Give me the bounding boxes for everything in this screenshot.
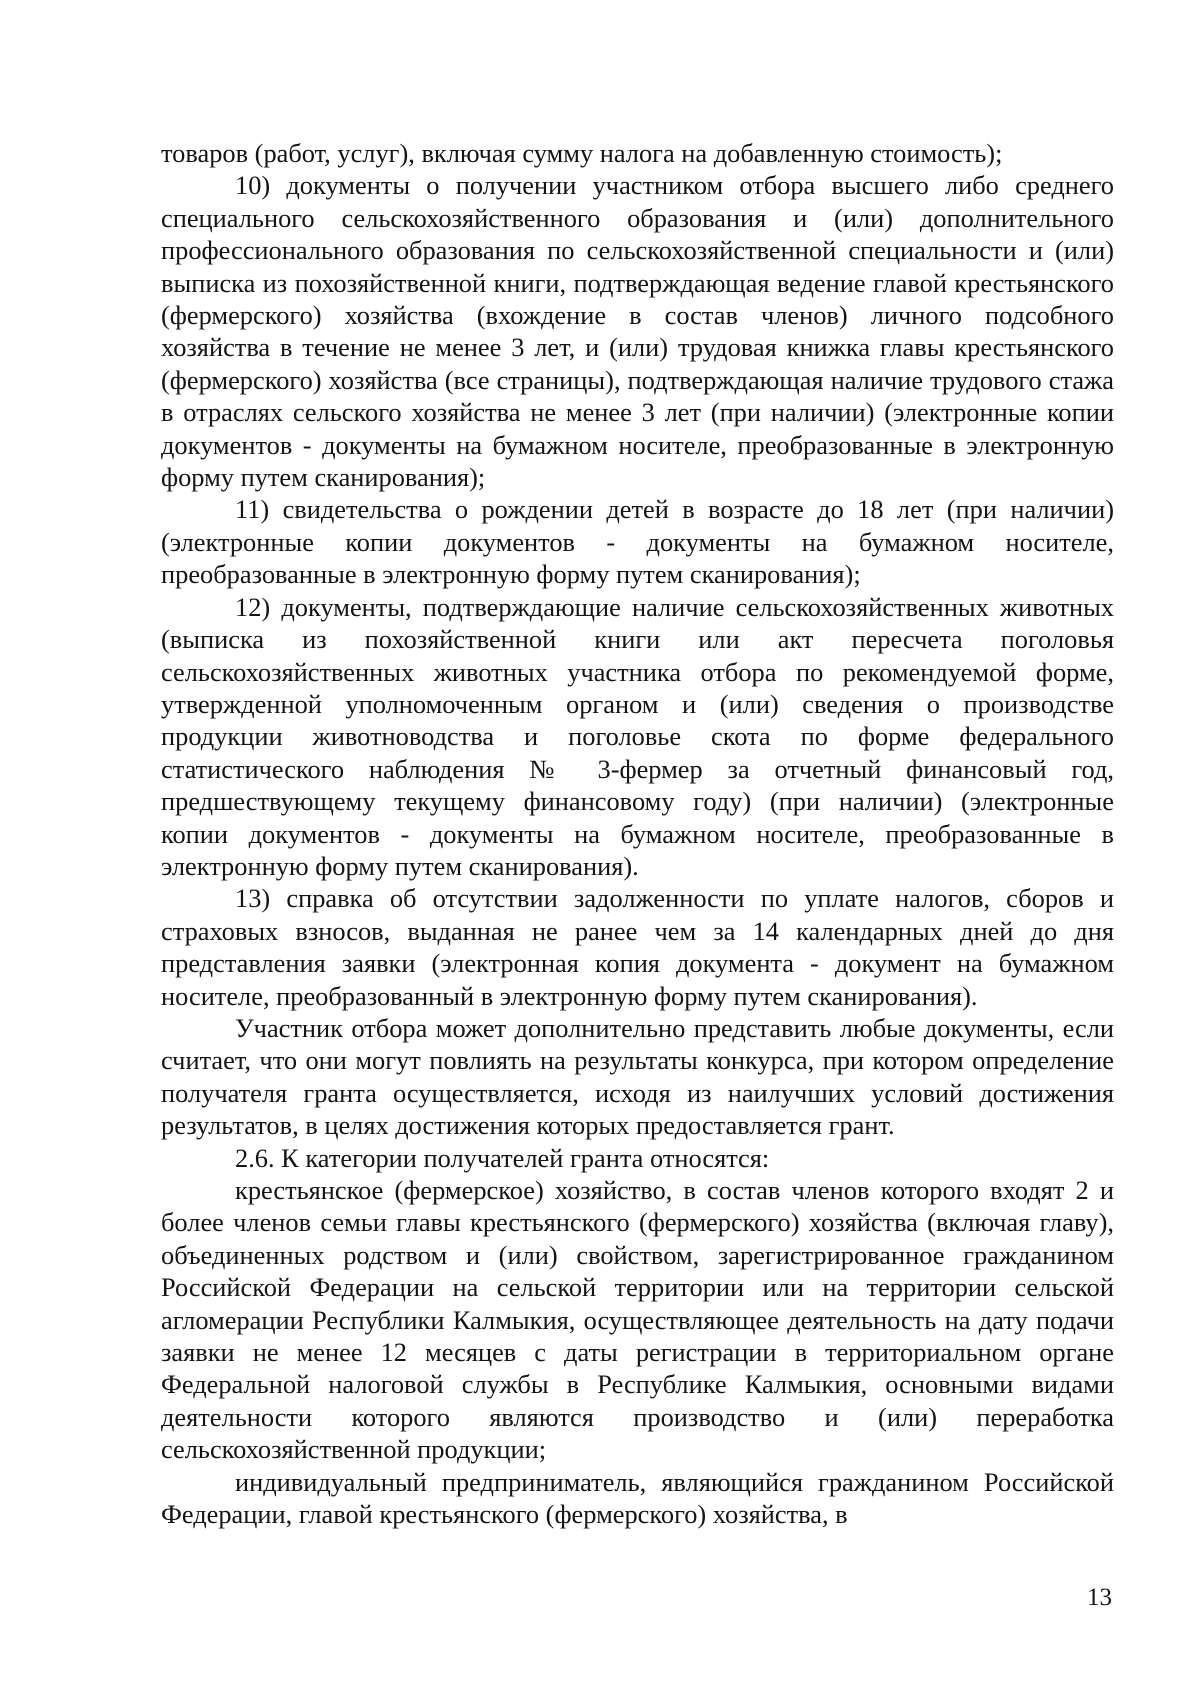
paragraph-item-12: 12) документы, подтверждающие наличие сельскохозяйственных животных (выписка из похозяйственной книги или акт пересчета поголовья сельскохозяйственных животных участника отбора по рекомендуемой форме, утвержденной уполномоченным органом и (или) сведения о производстве продукции животноводства и поголовье скота по форме федерального статистического наблюдения № 3-фермер за отчетный финансовый год, предшествующему текущему финансовому году) (при наличии) (электронные копии документов - документы на бумажном носителе, преобразованные в электронную форму путем сканирования). — [161, 591, 1114, 881]
page-number: 13 — [1087, 1584, 1112, 1611]
paragraph-section-2-6: 2.6. К категории получателей гранта относятся: — [235, 1142, 770, 1173]
document-body — [161, 137, 1114, 1530]
paragraph-farm-category: крестьянское (фермерское) хозяйство, в состав членов которого входят 2 и более членов семьи главы крестьянского (фермерского) хозяйства (включая главу), объединенных родством и (или) свойством, зарегистрированное гражданином Российской Федерации на сельской территории или на территории сельской агломерации Республики Калмыкия, осуществляющее деятельность на дату подачи заявки не менее 12 месяцев с даты регистрации в территориальном органе Федеральной налоговой службы в Республике Калмыкия, основными видами деятельности которого являются производство и (или) переработка сельскохозяйственной продукции; — [161, 1175, 1114, 1465]
paragraph-item-10: 10) документы о получении участником отбора высшего либо среднего специального сельскохозяйственного образования и (или) дополнительного профессионального образования по сельскохозяйственной специальности и (или) выписка из похозяйственной книги, подтверждающая ведение главой крестьянского (фермерского) хозяйства (вхождение в состав членов) личного подсобного хозяйства в течение не менее 3 лет, и (или) трудовая книжка главы крестьянского (фермерского) хозяйства (все страницы), подтверждающая наличие трудового стажа в отраслях сельского хозяйства не менее 3 лет (при наличии) (электронные копии документов - документы на бумажном носителе, преобразованные в электронную форму путем сканирования); — [161, 170, 1114, 493]
paragraph-continuation: товаров (работ, услуг), включая сумму налога на добавленную стоимость); — [161, 138, 1003, 168]
paragraph-additional-documents: Участник отбора может дополнительно представить любые документы, если считает, что они могут повлиять на результаты конкурса, при котором определение получателя гранта осуществляется, исходя из наилучших условий достижения результатов, в целях достижения которых предоставляется грант. — [161, 1012, 1114, 1141]
paragraph-item-11: 11) свидетельства о рождении детей в возрасте до 18 лет (при наличии) (электронные копии документов - документы на бумажном носителе, преобразованные в электронную форму путем сканирования); — [161, 494, 1114, 590]
paragraph-entrepreneur-category: индивидуальный предприниматель, являющийся гражданином Российской Федерации, главой крестьянского (фермерского) хозяйства, в — [161, 1466, 1114, 1530]
paragraph-item-13: 13) справка об отсутствии задолженности по уплате налогов, сборов и страховых взносов, выданная не ранее чем за 14 календарных дней до дня представления заявки (электронная копия документа - документ на бумажном носителе, преобразованный в электронную форму путем сканирования). — [161, 883, 1114, 1011]
